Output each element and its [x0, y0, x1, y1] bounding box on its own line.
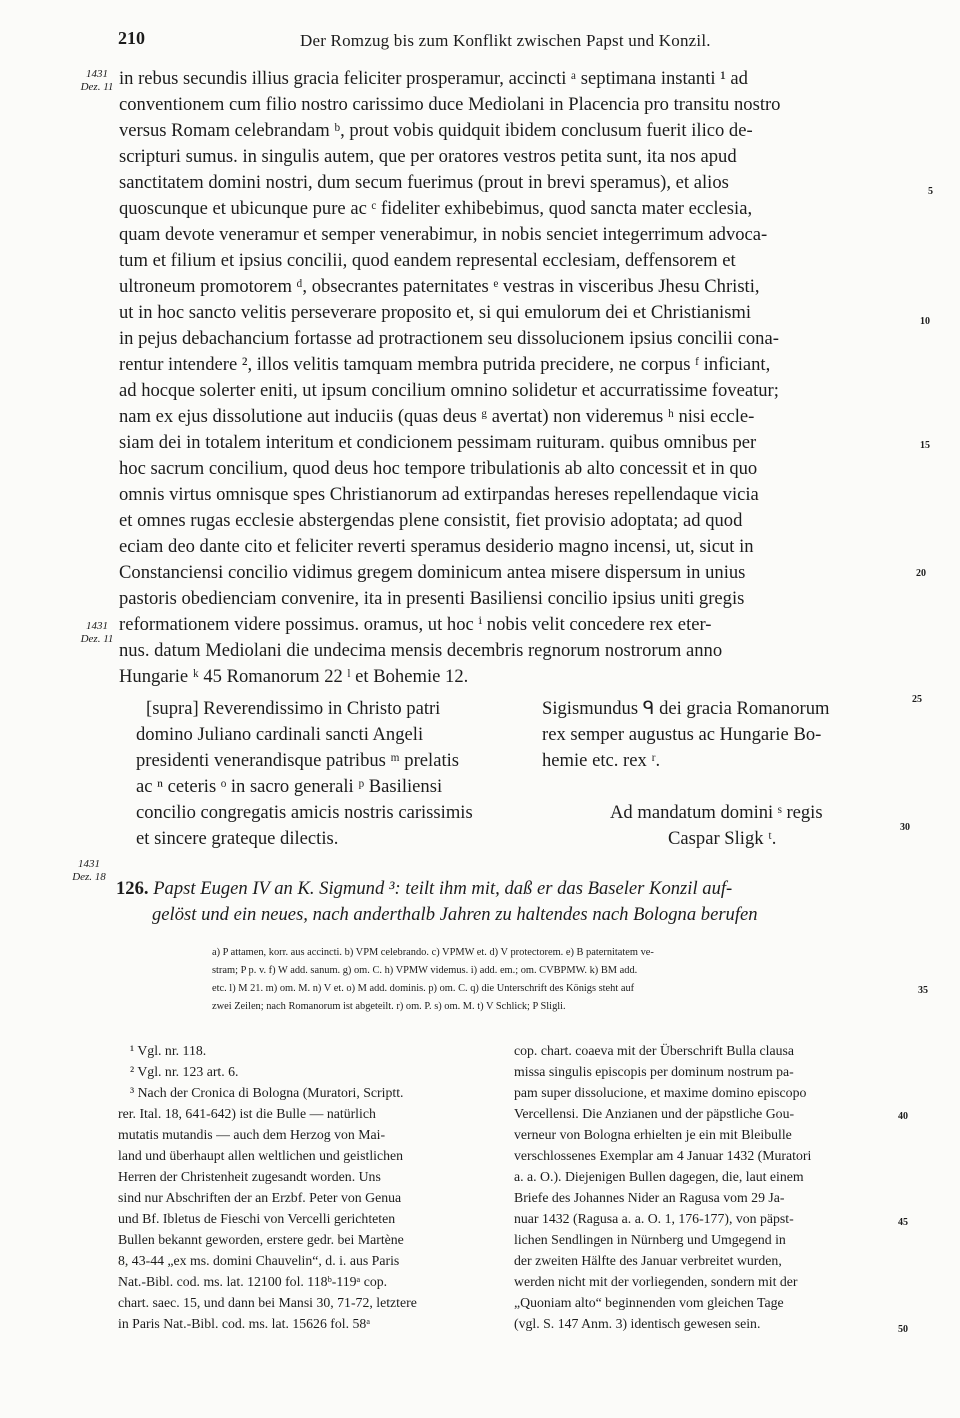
footnote-line: Herren der Christenheit zugesandt worden. Uns [118, 1169, 381, 1184]
footnote-line: land und überhaupt allen weltlichen und geistlichen [118, 1148, 404, 1163]
body-line: rentur intendere ², illos velitis tamquam membra putrida precidere, ne corpus ᶠ inficiant, [119, 354, 771, 375]
body-line: conventionem cum filio nostro carissimo duce Mediolani in Placencia pro transitu nostro [119, 94, 781, 115]
body-line: scripturi sumus. in singulis autem, que per oratores vestros petita sunt, ita nos apud [119, 146, 737, 167]
body-line: nus. datum Mediolani die undecima mensis decembris regnorum nostrorum anno [119, 640, 723, 661]
body-line: in pejus debachancium fortasse ad protractionem seu dissolucionem ipsius concilii cona- [119, 328, 779, 349]
footnote-line: Bullen bekannt geworden, erstere gedr. bei Martène [118, 1232, 404, 1247]
document-number: 126. [116, 878, 149, 899]
footnote-line: Briefe des Johannes Nider an Ragusa vom 29 Ja- [514, 1190, 785, 1205]
body-line: reformationem videre possimus. oramus, ut hoc ⁱ nobis velit concedere rex eter- [119, 614, 712, 635]
address-line: concilio congregatis amicis nostris carissimis [136, 802, 473, 823]
footnote-line: rer. Ital. 18, 641-642) ist die Bulle — natürlich [118, 1106, 376, 1121]
body-line: sanctitatem domini nostri, dum secum fuerimus (prout in brevi speramus), et alios [119, 172, 729, 193]
footnote-line: ² Vgl. nr. 123 art. 6. [130, 1064, 239, 1079]
address-line: et sincere grateque dilectis. [136, 828, 339, 849]
body-line: pastoris obedienciam convenire, ita in presenti Basiliensi concilio ipsius uniti gregis [119, 588, 745, 609]
footnote-line: ³ Nach der Cronica di Bologna (Muratori, Scriptt. [130, 1085, 404, 1100]
document-heading-line2: gelöst und ein neues, nach anderthalb Jahren zu haltendes nach Bologna berufen [152, 904, 758, 925]
footnote-line: in Paris Nat.-Bibl. cod. ms. lat. 15626 fol. 58ᵃ [118, 1316, 371, 1331]
apparatus-line: etc. l) M 21. m) om. M. n) V et. o) M add. dominis. p) om. C. q) die Unterschrift des Königs steht auf [212, 983, 635, 994]
body-line: ut in hoc sancto velitis perseverare proposito et, si qui emulorum dei et Christianismi [119, 302, 752, 323]
apparatus-line: zwei Zeilen; nach Romanorum ist abgeteilt. r) om. P. s) om. M. t) V Schlick; P Sligli. [212, 1001, 566, 1012]
line-number: 5 [928, 186, 933, 197]
line-number: 30 [900, 822, 910, 833]
address-line: presidenti venerandisque patribus ᵐ prelatis [136, 750, 460, 771]
address-line: ac ⁿ ceteris ᵒ in sacro generali ᵖ Basiliensi [136, 776, 443, 797]
footnote-line: (vgl. S. 147 Anm. 3) identisch gewesen sein. [514, 1316, 761, 1331]
apparatus-line: stram; P p. v. f) W add. sanum. g) om. C. h) VPMW videmus. i) add. em.; om. CVBPMW. k) BM add. [212, 965, 638, 976]
footnote-line: der zweiten Hälfte des Januar verbreitet wurden, [514, 1253, 782, 1268]
footnote-line: lichen Sendlingen in Nürnberg und Umgegend in [514, 1232, 786, 1247]
body-line: ad hocque solerter eniti, ut ipsum concilium omnino solidetur et accurratissime foveatur; [119, 380, 779, 401]
footnote-line: Nat.-Bibl. cod. ms. lat. 12100 fol. 118ᵇ-119ᵃ cop. [118, 1274, 388, 1289]
footnote-line: Vercellensi. Die Anzianen und der päpstliche Gou- [514, 1106, 795, 1121]
footnote-line: verschlossenes Exemplar am 4 Januar 1432 (Muratori [514, 1148, 812, 1163]
line-number: 40 [898, 1111, 908, 1122]
line-number: 10 [920, 316, 930, 327]
sender-line: Sigismundus ᑫ dei gracia Romanorum [542, 698, 830, 719]
body-line: et omnes rugas ecclesie abstergendas plene consistit, fiet provisio adoptata; ad quod [119, 510, 743, 531]
body-line: Hungarie ᵏ 45 Romanorum 22 ˡ et Bohemie 12. [119, 666, 469, 687]
footnote-line: cop. chart. coaeva mit der Überschrift Bulla clausa [514, 1043, 795, 1058]
line-number: 35 [918, 985, 928, 996]
body-line: quam devote veneramur et semper venerabimur, in nobis senciet integerrimum advoca- [119, 224, 768, 245]
footnote-line: missa singulis episcopis per dominum nostrum pa- [514, 1064, 794, 1079]
footnote-line: verneur von Bologna erhielten je ein mit Bleibulle [514, 1127, 792, 1142]
body-line: versus Romam celebrandam ᵇ, prout vobis quidquit ibidem conclusum fuerit ilico de- [119, 120, 753, 141]
signature-line: Ad mandatum domini ˢ regis [610, 802, 823, 823]
footnote-line: ¹ Vgl. nr. 118. [130, 1043, 207, 1058]
body-line: ultroneum promotorem ᵈ, obsecrantes paternitates ᵉ vestras in visceribus Jhesu Christi, [119, 276, 760, 297]
line-number: 25 [912, 694, 922, 705]
address-line: [supra] Reverendissimo in Christo patri [146, 698, 441, 719]
body-line: in rebus secundis illius gracia feliciter prosperamur, accincti ᵃ septimana instanti ¹ ad [119, 68, 748, 89]
footnote-line: mutatis mutandis — auch dem Herzog von Mai- [118, 1127, 386, 1142]
body-line: hoc sacrum concilium, quod deus hoc tempore tribulationis ab alto concessit et in quo [119, 458, 758, 479]
margin-date-doc126: 1431 Dez. 18 [72, 858, 106, 883]
line-number: 45 [898, 1217, 908, 1228]
margin-date-top: 1431 Dez. 11 [80, 68, 114, 93]
body-line: siam dei in totalem interitum et condicionem pessimam ruituram. quibus omnibus per [119, 432, 757, 453]
line-number: 50 [898, 1324, 908, 1335]
footnote-line: a. a. O.). Diejenigen Bullen dagegen, die, laut einem [514, 1169, 804, 1184]
line-number: 20 [916, 568, 926, 579]
page-number: 210 [118, 28, 145, 48]
footnote-line: nuar 1432 (Ragusa a. a. O. 1, 176-177), von päpst- [514, 1211, 794, 1226]
document-heading-line1: 126. Papst Eugen IV an K. Sigmund ³: teilt ihm mit, daß er das Baseler Konzil auf- [116, 878, 733, 899]
signature-name: Caspar Sligk ᵗ. [668, 828, 777, 849]
footnote-line: sind nur Abschriften der an Erzbf. Peter von Genua [118, 1190, 402, 1205]
footnote-line: 8, 43-44 „ex ms. domini Chauvelin“, d. i. aus Paris [118, 1253, 400, 1268]
line-number: 15 [920, 440, 930, 451]
body-line: tum et filium et ipsius concilii, quod eandem represental ecclesiam, deffensorem et [119, 250, 736, 271]
body-line: nam ex ejus dissolutione aut induciis (quas deus ᵍ avertat) non videremus ʰ nisi eccle- [119, 406, 755, 427]
sender-line: rex semper augustus ac Hungarie Bo- [542, 724, 822, 745]
running-title: Der Romzug bis zum Konflikt zwischen Papst und Konzil. [300, 31, 711, 50]
body-line: quoscunque et ubicunque pure ac ᶜ fideliter exhibebimus, quod sancta mater ecclesia, [119, 198, 753, 219]
margin-date-end: 1431 Dez. 11 [80, 620, 114, 645]
sender-line: hemie etc. rex ʳ. [542, 750, 661, 771]
body-line: Constanciensi concilio vidimus gregem dominicum antea misere dispersum in unius [119, 562, 746, 583]
address-line: domino Juliano cardinali sancti Angeli [136, 724, 424, 745]
body-line: omnis virtus omnisque spes Christianorum ad extirpandas hereses repellendaque vicia [119, 484, 759, 505]
body-line: eciam deo dante cito et feliciter reverti speramus desiderio magno incensi, ut, sicut in [119, 536, 754, 557]
footnote-line: pam super dissolucione, et maxime domino episcopo [514, 1085, 807, 1100]
footnote-line: werden nicht mit der vorliegenden, sondern mit der [514, 1274, 798, 1289]
footnote-line: und Bf. Ibletus de Fieschi von Vercelli gerichteten [118, 1211, 396, 1226]
apparatus-line: a) P attamen, korr. aus accincti. b) VPM celebrando. c) VPMW et. d) V protectorem. e) B paternitatem ve- [212, 947, 654, 958]
footnote-line: chart. saec. 15, und dann bei Mansi 30, 71-72, letztere [118, 1295, 417, 1310]
footnote-line: „Quoniam alto“ beginnenden vom gleichen Tage [514, 1295, 784, 1310]
